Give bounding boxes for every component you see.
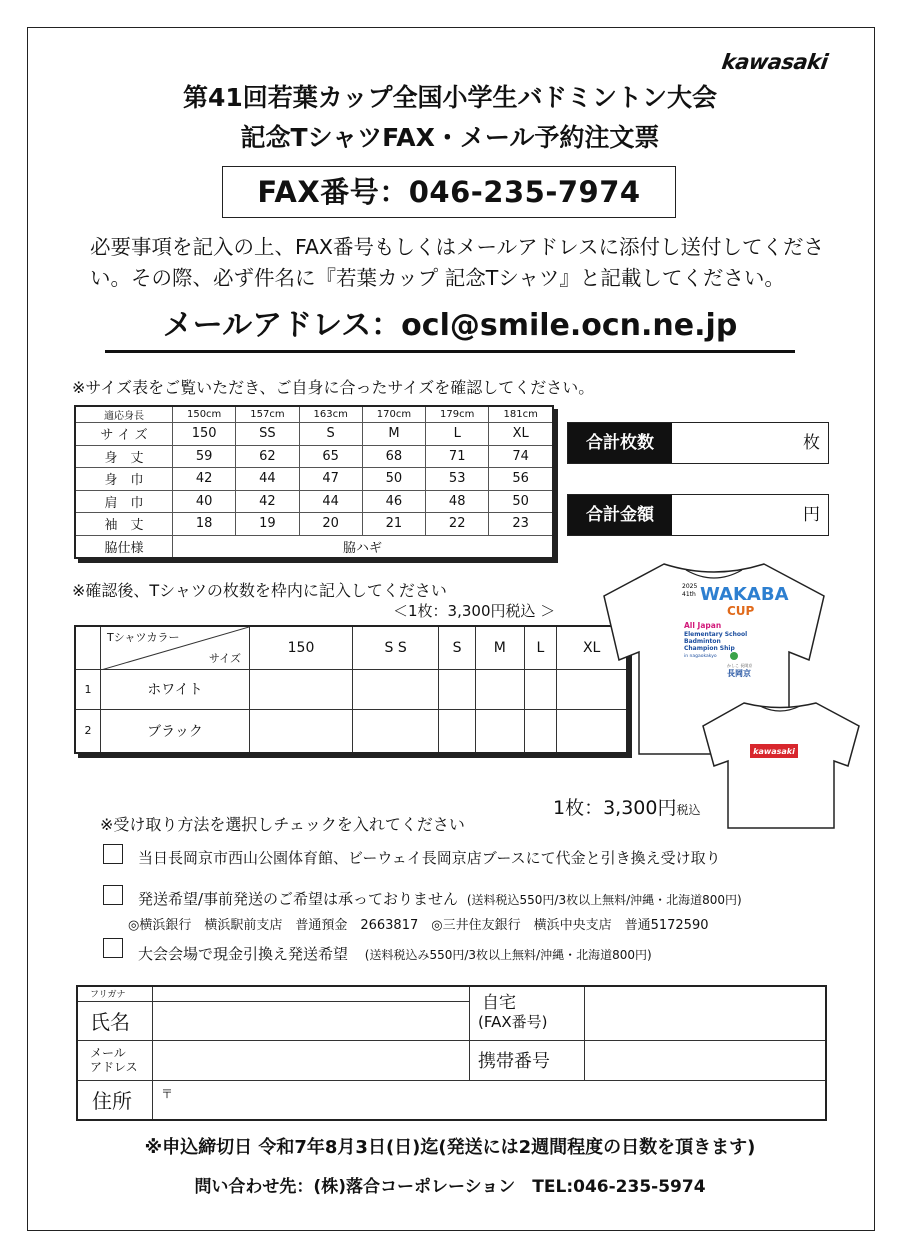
- size-cell: M: [362, 423, 425, 446]
- size-cell: 71: [426, 445, 489, 468]
- quantity-cell[interactable]: [524, 709, 557, 753]
- quantity-cell[interactable]: [439, 709, 476, 753]
- width-row: [75, 468, 553, 491]
- row-label: 袖 丈: [75, 513, 173, 536]
- height-label: 適応身長: [75, 406, 173, 423]
- kawasaki-logo: kawasaki: [720, 50, 830, 74]
- name-label: 氏名: [77, 1001, 153, 1040]
- receive-shipping-checkbox[interactable]: [103, 885, 123, 905]
- size-cell: 47: [299, 468, 362, 491]
- size-cell: 50: [362, 468, 425, 491]
- address-label: 住所: [77, 1080, 153, 1120]
- home-label: 自宅: [482, 993, 516, 1014]
- mail-label: [77, 1040, 153, 1080]
- height-cell: 170cm: [362, 406, 425, 423]
- shirt-tag: かしこ 長岡京: [727, 663, 753, 668]
- mail-label-line1: メール: [90, 1046, 126, 1060]
- quantity-cell[interactable]: [475, 669, 524, 709]
- size-header: XL: [557, 626, 627, 669]
- fax-number-box: FAX番号：046-235-7974: [222, 166, 676, 218]
- height-row: [75, 406, 553, 423]
- furigana-field[interactable]: [153, 986, 470, 1001]
- count-unit: 枚: [803, 433, 820, 453]
- corner-top-label: Tシャツカラー: [107, 631, 180, 644]
- address-field[interactable]: [153, 1080, 827, 1120]
- receive-heading: ※受け取り方法を選択しチェックを入れてください: [100, 815, 465, 834]
- order-row-white: [75, 669, 627, 709]
- size-cell: 22: [426, 513, 489, 536]
- shirt-edition: 41th: [682, 591, 696, 598]
- tshirt-back-image: [700, 700, 862, 830]
- height-cell: 150cm: [173, 406, 236, 423]
- row-number: 2: [75, 709, 101, 753]
- quantity-cell[interactable]: [250, 669, 353, 709]
- customer-info-table: [76, 985, 827, 1121]
- size-header: M: [475, 626, 524, 669]
- bank-info: ◎横浜銀行 横浜駅前支店 普通預金 2663817 ◎三井住友銀行 横浜中央支店 普通5172590: [128, 918, 709, 933]
- shirt-line5: in nagaokakyo: [684, 654, 717, 659]
- shoulder-row: [75, 490, 553, 513]
- form-title: 記念TシャツFAX・メール予約注文票: [240, 123, 660, 152]
- cod-text: 大会会場で現金引換え発送希望: [138, 945, 349, 963]
- shirt-line3: Badminton: [684, 638, 721, 645]
- size-cell: 65: [299, 445, 362, 468]
- size-note: ※サイズ表をご覧いただき、ご自身に合ったサイズを確認してください。: [72, 378, 595, 397]
- shipping-note: (送料税込550円/3枚以上無料/沖縄・北海道800円): [466, 893, 742, 907]
- size-cell: 18: [173, 513, 236, 536]
- size-cell: 62: [236, 445, 299, 468]
- shirt-year: 2025: [682, 583, 698, 590]
- quantity-cell[interactable]: [250, 709, 353, 753]
- quantity-cell[interactable]: [475, 709, 524, 753]
- color-label: ホワイト: [101, 669, 250, 709]
- quantity-cell[interactable]: [352, 709, 438, 753]
- mail-label-line2: アドレス: [90, 1060, 138, 1074]
- home-fax-label: (FAX番号): [478, 1013, 548, 1032]
- size-cell: 42: [236, 490, 299, 513]
- order-header-row: [75, 626, 627, 669]
- size-cell: 50: [489, 490, 553, 513]
- size-cell: 23: [489, 513, 553, 536]
- height-cell: 179cm: [426, 406, 489, 423]
- height-cell: 163cm: [299, 406, 362, 423]
- quantity-cell[interactable]: [352, 669, 438, 709]
- shipping-text: 発送希望/事前発送のご希望は承っておりません: [138, 890, 459, 908]
- size-cell: 19: [236, 513, 299, 536]
- length-row: [75, 445, 553, 468]
- size-header: S S: [352, 626, 438, 669]
- quantity-cell[interactable]: [524, 669, 557, 709]
- deadline-notice: ※申込締切日 令和7年8月3日(日)迄(発送には2週間程度の日数を頂きます): [144, 1137, 756, 1158]
- number-header: [75, 626, 101, 669]
- size-cell: 53: [426, 468, 489, 491]
- total-amount-box[interactable]: [567, 494, 829, 536]
- size-cell: 20: [299, 513, 362, 536]
- color-label: ブラック: [101, 709, 250, 753]
- mail-field[interactable]: [153, 1040, 470, 1080]
- row-label: サ イ ズ: [75, 423, 173, 446]
- height-cell: 181cm: [489, 406, 553, 423]
- order-table: [74, 625, 628, 754]
- unit-price-value: 1枚：3,300円: [553, 797, 677, 819]
- email-address: メールアドレス：ocl@smile.ocn.ne.jp: [105, 306, 795, 353]
- furigana-label: フリガナ: [77, 986, 153, 1001]
- size-cell: L: [426, 423, 489, 446]
- row-number: 1: [75, 669, 101, 709]
- amount-unit: 円: [803, 505, 820, 525]
- size-cell: 59: [173, 445, 236, 468]
- shirt-leaf-icon: [730, 652, 738, 660]
- furigana-row: [77, 986, 826, 1001]
- size-cell: S: [299, 423, 362, 446]
- size-cell: 68: [362, 445, 425, 468]
- total-amount-label: 合計金額: [568, 495, 672, 535]
- size-cell: 150: [173, 423, 236, 446]
- size-cell: 46: [362, 490, 425, 513]
- receive-shipping-label: [138, 888, 742, 909]
- row-label: 身 巾: [75, 468, 173, 491]
- receive-onsite-checkbox[interactable]: [103, 844, 123, 864]
- size-table: [74, 405, 554, 559]
- shirt-wakaba: WAKABA: [700, 584, 789, 605]
- mobile-field[interactable]: [585, 1040, 827, 1080]
- size-cell: 40: [173, 490, 236, 513]
- shirt-back-brand: kawasaki: [753, 747, 795, 756]
- postal-mark: 〒: [161, 1086, 174, 1101]
- name-field[interactable]: [153, 1001, 470, 1040]
- instructions-text: 必要事項を記入の上、FAX番号もしくはメールアドレスに添付し送付してください。その際、必ず件名に『若葉カップ 記念Tシャツ』と記載してください。: [90, 235, 824, 290]
- home-phone-label: [470, 986, 585, 1040]
- sleeve-row: [75, 513, 553, 536]
- receive-cod-checkbox[interactable]: [103, 938, 123, 958]
- mail-row: [77, 1040, 826, 1080]
- size-header: 150: [250, 626, 353, 669]
- size-cell: 21: [362, 513, 425, 536]
- size-cell: 44: [236, 468, 299, 491]
- size-cell: 48: [426, 490, 489, 513]
- price-note: ＜1枚：3,300円税込 ＞: [393, 602, 556, 620]
- size-cell: 44: [299, 490, 362, 513]
- row-label: 肩 巾: [75, 490, 173, 513]
- row-label: 脇仕様: [75, 535, 173, 558]
- total-count-label: 合計枚数: [568, 423, 672, 463]
- row-label: 身 丈: [75, 445, 173, 468]
- corner-bottom-label: サイズ: [208, 651, 241, 665]
- home-phone-field[interactable]: [585, 986, 827, 1040]
- spec-row: [75, 535, 553, 558]
- shirt-line2: Elementary School: [684, 631, 748, 638]
- receive-cod-label: [138, 943, 652, 964]
- cod-note: (送料税込み550円/3枚以上無料/沖縄・北海道800円): [364, 948, 652, 962]
- height-cell: 157cm: [236, 406, 299, 423]
- unit-price-tax: 税込: [676, 803, 701, 817]
- size-header: S: [439, 626, 476, 669]
- size-cell: SS: [236, 423, 299, 446]
- receive-onsite-label: 当日長岡京市西山公園体育館、ビーウェイ長岡京店ブースにて代金と引き換え受け取り: [138, 849, 721, 867]
- order-row-black: [75, 709, 627, 753]
- spec-value: 脇ハギ: [173, 535, 554, 558]
- size-cell: XL: [489, 423, 553, 446]
- shirt-cup: CUP: [727, 604, 755, 618]
- shirt-city: 長岡京: [727, 669, 751, 678]
- size-cell: 56: [489, 468, 553, 491]
- total-count-box[interactable]: [567, 422, 829, 464]
- order-note: ※確認後、Tシャツの枚数を枠内に記入してください: [72, 581, 447, 600]
- quantity-cell[interactable]: [439, 669, 476, 709]
- corner-cell: [101, 626, 250, 669]
- address-row: [77, 1080, 826, 1120]
- shirt-line1: All Japan: [684, 621, 722, 630]
- size-cell: 74: [489, 445, 553, 468]
- contact-info: 問い合わせ先：(株)落合コーポレーション TEL:046-235-5974: [194, 1177, 706, 1197]
- unit-price: [553, 793, 701, 820]
- event-title: 第41回若葉カップ全国小学生バドミントン大会: [182, 83, 718, 112]
- size-row: [75, 423, 553, 446]
- shirt-line4: Champion Ship: [684, 645, 735, 652]
- size-header: L: [524, 626, 557, 669]
- size-cell: 42: [173, 468, 236, 491]
- mobile-label: 携帯番号: [470, 1040, 585, 1080]
